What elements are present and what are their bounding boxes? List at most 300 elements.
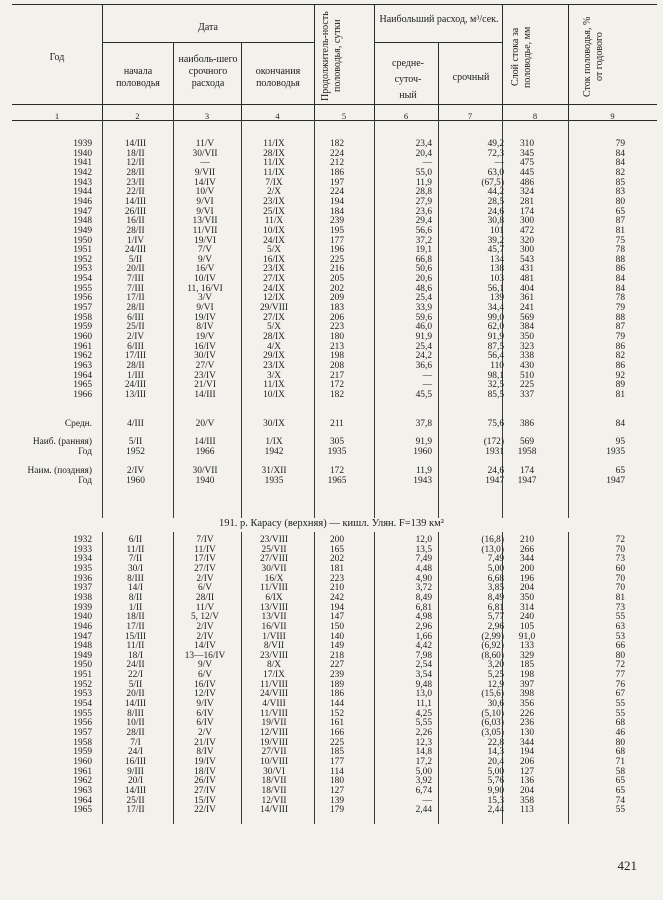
cell: 10/IX: [263, 389, 285, 400]
cell: 227: [329, 660, 345, 671]
cell: 17/II: [126, 293, 145, 304]
cell: 2/IV: [126, 466, 145, 476]
table-header: [12, 4, 657, 120]
cell: 174: [519, 466, 535, 476]
cell: 329: [519, 650, 535, 661]
cell: 33,9: [415, 303, 432, 314]
cell: 344: [519, 737, 535, 748]
cell: 3,54: [415, 670, 432, 681]
cell: 91,9: [415, 332, 432, 342]
cell: 21/IV: [194, 737, 216, 748]
cell: 75: [615, 235, 625, 246]
cell: 87: [615, 322, 625, 333]
cell: 397: [519, 679, 535, 690]
cell: 217: [329, 370, 345, 381]
cell: 18/VII: [261, 785, 287, 796]
cell: 6/IX: [265, 592, 283, 603]
year-cell: 1952: [73, 254, 92, 265]
year-cell: 1958: [73, 737, 92, 748]
cell: 23,6: [415, 206, 432, 217]
year-cell: 1935: [73, 563, 92, 574]
cell: 226: [519, 708, 535, 719]
cell: 194: [519, 747, 535, 758]
cell: 20,6: [415, 274, 432, 285]
header-instant: срочный: [452, 72, 490, 83]
cell: 356: [519, 699, 535, 710]
cell: 1942: [264, 447, 284, 457]
cell: 16/VII: [261, 621, 287, 632]
cell: 6/IV: [196, 718, 214, 729]
cell: 12,3: [415, 737, 432, 748]
cell: 186: [329, 167, 345, 178]
cell: 206: [329, 312, 345, 323]
cell: 8/X: [266, 660, 282, 671]
cell: 431: [519, 264, 535, 275]
cell: 98,1: [487, 370, 504, 381]
cell: 23/IV: [194, 370, 216, 381]
cell: 358: [519, 795, 535, 806]
cell: 138: [489, 264, 504, 275]
cell: 4,25: [415, 708, 432, 719]
cell: 80: [615, 650, 625, 661]
cell: 28/IX: [263, 332, 285, 342]
cell: 281: [519, 196, 535, 207]
cell: 195: [329, 225, 345, 236]
colnum-1: 1: [54, 111, 60, 121]
cell: 22,8: [487, 737, 504, 748]
cell: 1,66: [415, 631, 432, 642]
cell: 32,5: [487, 380, 504, 391]
cell: 225: [329, 254, 345, 265]
cell: 398: [519, 689, 535, 700]
cell: 11/V: [195, 139, 215, 149]
cell: 7/V: [197, 245, 213, 256]
cell: 15/III: [124, 631, 147, 642]
cell: 24/IX: [263, 283, 285, 294]
cell: 30/I: [127, 563, 144, 574]
cell: 189: [329, 679, 345, 690]
colnum-2: 2: [135, 111, 140, 121]
cell: 266: [519, 544, 535, 555]
cell: 4/X: [266, 341, 282, 352]
header-runoff-layer: Слой стока за половодье, мм: [510, 26, 533, 88]
cell: 20,4: [487, 756, 504, 767]
cell: 3,92: [415, 776, 432, 787]
year-cell: 1962: [73, 351, 92, 362]
year-cell: 1938: [73, 592, 92, 603]
cell: 101: [489, 225, 504, 236]
cell: 25,4: [415, 341, 432, 352]
year-cell: 1934: [73, 554, 92, 565]
cell: 10/V: [195, 187, 215, 198]
cell: 12,9: [487, 679, 504, 690]
cell: 103: [489, 274, 504, 285]
cell: 5,76: [487, 776, 504, 787]
year-label: Год: [78, 476, 92, 486]
cell: 10/IX: [263, 225, 285, 236]
cell: 58: [615, 766, 625, 777]
cell: 87: [615, 216, 625, 227]
cell: 300: [519, 245, 535, 256]
cell: 11/IX: [263, 158, 285, 169]
cell: 386: [519, 419, 535, 429]
cell: 11/IX: [263, 380, 285, 391]
cell: 2,44: [415, 805, 432, 816]
cell: 18/IV: [194, 766, 216, 777]
vrule: [374, 4, 375, 120]
cell: 300: [519, 216, 535, 227]
year-cell: 1947: [73, 631, 92, 642]
vrule: [438, 42, 439, 120]
cell: 29/IX: [263, 351, 285, 362]
cell: 86: [615, 360, 625, 371]
cell: 184: [329, 206, 345, 217]
cell: 150: [329, 621, 345, 632]
cell: 239: [329, 670, 345, 681]
cell: 63,0: [487, 167, 504, 178]
cell: 114: [330, 766, 344, 777]
cell: 82: [615, 351, 625, 362]
cell: 11/IV: [194, 544, 216, 555]
cell: 80: [615, 196, 625, 207]
cell: 139: [489, 293, 504, 304]
colnum-7: 7: [467, 111, 473, 121]
year-cell: 1947: [73, 206, 92, 217]
cell: 7,98: [415, 650, 432, 661]
cell: —: [422, 158, 432, 169]
cell: 139: [329, 795, 345, 806]
cell: 60: [615, 563, 625, 574]
cell: 24/III: [124, 245, 147, 256]
cell: 185: [519, 660, 535, 671]
cell: 127: [519, 766, 535, 777]
cell: 224: [329, 187, 345, 198]
cell: (6,03): [481, 718, 504, 729]
cell: 1943: [413, 476, 432, 486]
year-cell: 1954: [73, 699, 92, 710]
cell: 1958: [517, 447, 537, 457]
cell: 8/III: [127, 573, 144, 584]
cell: 6/III: [127, 341, 144, 352]
cell: 27/IV: [194, 563, 216, 574]
year-label: Год: [78, 447, 92, 457]
cell: 66: [615, 641, 625, 652]
vrule: [314, 4, 315, 120]
cell: 13,0: [415, 689, 432, 700]
vrule: [502, 4, 503, 120]
cell: 16/IV: [194, 341, 216, 352]
colnum-4: 4: [275, 111, 280, 121]
cell: 211: [330, 419, 344, 429]
cell: 185: [329, 747, 345, 758]
cell: 70: [615, 573, 625, 584]
year-cell: 1953: [73, 689, 92, 700]
cell: 27/VIII: [259, 554, 289, 565]
cell: 28/II: [126, 167, 145, 178]
vrule: [241, 42, 242, 120]
cell: 15/IV: [194, 795, 216, 806]
cell: 225: [329, 737, 345, 748]
header-duration: Продолжитель-ность половодья, сутки: [320, 11, 343, 101]
table-row: [0, 806, 663, 816]
cell: 25/II: [126, 795, 145, 806]
cell: 172: [329, 466, 345, 476]
cell: 314: [519, 602, 535, 613]
cell: 2,96: [487, 621, 504, 632]
cell: 5,77: [487, 612, 504, 623]
dates-subrule: [102, 42, 314, 43]
cell: 55: [615, 699, 625, 710]
cell: 144: [329, 699, 345, 710]
cell: 53: [615, 631, 625, 642]
cell: 3,72: [415, 583, 432, 594]
cell: 4,90: [415, 573, 432, 584]
cell: 9/V: [197, 254, 213, 265]
colnum-3: 3: [204, 111, 210, 121]
cell: 180: [329, 332, 345, 342]
cell: 216: [329, 264, 345, 275]
year-cell: 1936: [73, 573, 92, 584]
cell: 210: [329, 583, 345, 594]
year-cell: 1939: [73, 139, 92, 149]
cell: 11/VIII: [260, 679, 288, 690]
cell: 11, 16/VI: [187, 283, 223, 294]
cell: 31/XII: [261, 466, 287, 476]
cell: 15,3: [487, 795, 504, 806]
cell: 56,4: [487, 351, 504, 362]
cell: 55: [615, 612, 625, 623]
cell: 1960: [126, 476, 145, 486]
year-cell: 1955: [73, 283, 92, 294]
cell: 86: [615, 341, 625, 352]
cell: 202: [329, 554, 345, 565]
cell: 18/VII: [261, 776, 287, 787]
cell: 28/II: [126, 303, 145, 314]
cell: 48,6: [415, 283, 432, 294]
cell: 55: [615, 805, 625, 816]
cell: 186: [329, 689, 345, 700]
cell: 9/VI: [196, 196, 214, 207]
cell: 68: [615, 747, 625, 758]
cell: 2,26: [415, 728, 432, 738]
cell: 12/VII: [261, 795, 287, 806]
cell: 3,85: [487, 583, 504, 594]
cell: 1960: [413, 447, 432, 457]
cell: 12/II: [126, 158, 145, 169]
cell: 13,5: [415, 544, 432, 555]
cell: 105: [519, 621, 535, 632]
cell: 23/II: [126, 177, 145, 188]
cell: 149: [329, 641, 345, 652]
cell: 91,9: [415, 437, 432, 447]
cell: 14/IV: [194, 641, 216, 652]
vrule: [568, 4, 569, 120]
cell: 7/IX: [265, 177, 283, 188]
cell: 179: [329, 805, 345, 816]
min-years-row: [0, 477, 663, 487]
cell: 4,98: [415, 612, 432, 623]
cell: 16/V: [195, 264, 215, 275]
cell: 81: [615, 592, 625, 603]
cell: 23/VIII: [259, 535, 289, 545]
cell: 72: [615, 660, 625, 671]
year-cell: 1954: [73, 274, 92, 285]
cell: 56,1: [487, 283, 504, 294]
cell: 68: [615, 718, 625, 729]
cell: 27/VII: [261, 747, 287, 758]
cell: 198: [519, 670, 535, 681]
cell: 5,00: [415, 766, 432, 777]
mean-label: Средн.: [64, 419, 92, 429]
cell: 1935: [264, 476, 284, 486]
cell: 6/V: [197, 670, 213, 681]
year-cell: 1949: [73, 650, 92, 661]
year-cell: 1956: [73, 718, 92, 729]
cell: 218: [329, 650, 345, 661]
cell: 89: [615, 380, 625, 391]
cell: 225: [519, 380, 535, 391]
cell: 161: [329, 718, 345, 729]
cell: 205: [329, 274, 345, 285]
cell: 7/III: [127, 274, 144, 285]
cell: 1/VIII: [262, 631, 286, 642]
header-share: Сток половодья, % от годового: [582, 16, 605, 98]
cell: 4,42: [415, 641, 432, 652]
cell: 25/VII: [261, 544, 287, 555]
year-cell: 1943: [73, 177, 92, 188]
cell: 239: [329, 216, 345, 227]
cell: 9/V: [197, 660, 213, 671]
cell: 65: [615, 785, 625, 796]
cell: 13/VII: [192, 216, 218, 227]
cell: 9/VI: [196, 303, 214, 314]
cell: 1947: [485, 476, 504, 486]
year-cell: 1959: [73, 747, 92, 758]
cell: 182: [329, 389, 345, 400]
cell: 182: [329, 139, 345, 149]
cell: 55,0: [415, 167, 432, 178]
cell: 320: [519, 235, 535, 246]
cell: 30,6: [487, 699, 504, 710]
cell: 44,2: [487, 187, 504, 198]
cell: 166: [329, 728, 345, 738]
cell: 11/VII: [192, 225, 218, 236]
cell: 350: [519, 592, 535, 603]
cell: 6,81: [487, 602, 504, 613]
cell: 19,1: [415, 245, 432, 256]
cell: 28/IX: [263, 148, 285, 159]
cell: 73: [615, 554, 625, 565]
year-cell: 1932: [73, 535, 92, 545]
header-bottom-rule: [12, 104, 657, 105]
cell: 50,6: [415, 264, 432, 275]
cell: 2/IV: [126, 332, 145, 342]
cell: 134: [489, 254, 504, 265]
year-cell: 1963: [73, 785, 92, 796]
cell: 11/VIII: [260, 583, 288, 594]
cell: 20/I: [127, 776, 144, 787]
cell: 240: [519, 612, 535, 623]
year-cell: 1962: [73, 776, 92, 787]
cell: 76: [615, 679, 625, 690]
cell: (6,92): [481, 641, 504, 652]
cell: 1/IX: [265, 437, 283, 447]
cell: 430: [519, 360, 535, 371]
cell: 1965: [327, 476, 347, 486]
year-cell: 1949: [73, 225, 92, 236]
table-row: [0, 623, 663, 633]
year-cell: 1944: [73, 187, 92, 198]
cell: 445: [519, 167, 535, 178]
cell: 5/II: [128, 254, 143, 265]
cell: 177: [329, 235, 345, 246]
page-number: 421: [617, 858, 637, 873]
cell: 45,7: [487, 245, 504, 256]
cell: 2/IV: [196, 621, 214, 632]
cell: 19/VIII: [259, 737, 289, 748]
cell: 3/V: [197, 293, 213, 304]
cell: 28,5: [487, 196, 504, 207]
cell: 9,90: [487, 785, 504, 796]
colnum-8: 8: [532, 111, 538, 121]
cell: 241: [519, 303, 535, 314]
cell: 24,2: [415, 351, 432, 362]
header-end: окончания половодья: [255, 66, 301, 89]
cell: 8/III: [127, 708, 144, 719]
cell: 46: [615, 728, 625, 738]
cell: 14/III: [124, 139, 147, 149]
cell: 7/IV: [196, 535, 214, 545]
cell: (67,5): [481, 177, 504, 188]
cell: 1/IV: [126, 235, 145, 246]
cell: 29,4: [415, 216, 432, 227]
year-cell: 1941: [73, 158, 92, 169]
cell: 4/III: [127, 419, 144, 429]
cell: 14/VIII: [259, 805, 289, 816]
cell: 30/VII: [192, 148, 218, 159]
cell: 81: [615, 225, 625, 236]
cell: 4,48: [415, 563, 432, 574]
cell: 7/II: [128, 554, 143, 565]
cell: 19/VI: [194, 235, 216, 246]
cell: 5/X: [266, 245, 282, 256]
cell: 12/IX: [263, 293, 285, 304]
cell: 37,8: [415, 419, 432, 429]
cell: 196: [519, 573, 535, 584]
cell: 26/III: [124, 206, 147, 217]
cell: 25,4: [415, 293, 432, 304]
cell: 85: [615, 177, 625, 188]
cell: (172): [483, 437, 504, 447]
cell: 1/II: [128, 602, 143, 613]
cell: 361: [519, 293, 535, 304]
cell: 25/II: [126, 322, 145, 333]
table-row: [0, 227, 663, 237]
cell: 20,4: [415, 148, 432, 159]
cell: 19/IV: [194, 756, 216, 767]
year-cell: 1955: [73, 708, 92, 719]
cell: 65: [615, 206, 625, 217]
cell: 9/VII: [194, 167, 216, 178]
cell: 11/IX: [263, 167, 285, 178]
cell: 5/II: [128, 437, 143, 447]
cell: 14,8: [415, 747, 432, 758]
cell: 11/II: [126, 544, 145, 555]
year-cell: 1964: [73, 370, 92, 381]
cell: 56,6: [415, 225, 432, 236]
cell: 2,54: [415, 660, 432, 671]
cell: 28/II: [126, 728, 145, 738]
